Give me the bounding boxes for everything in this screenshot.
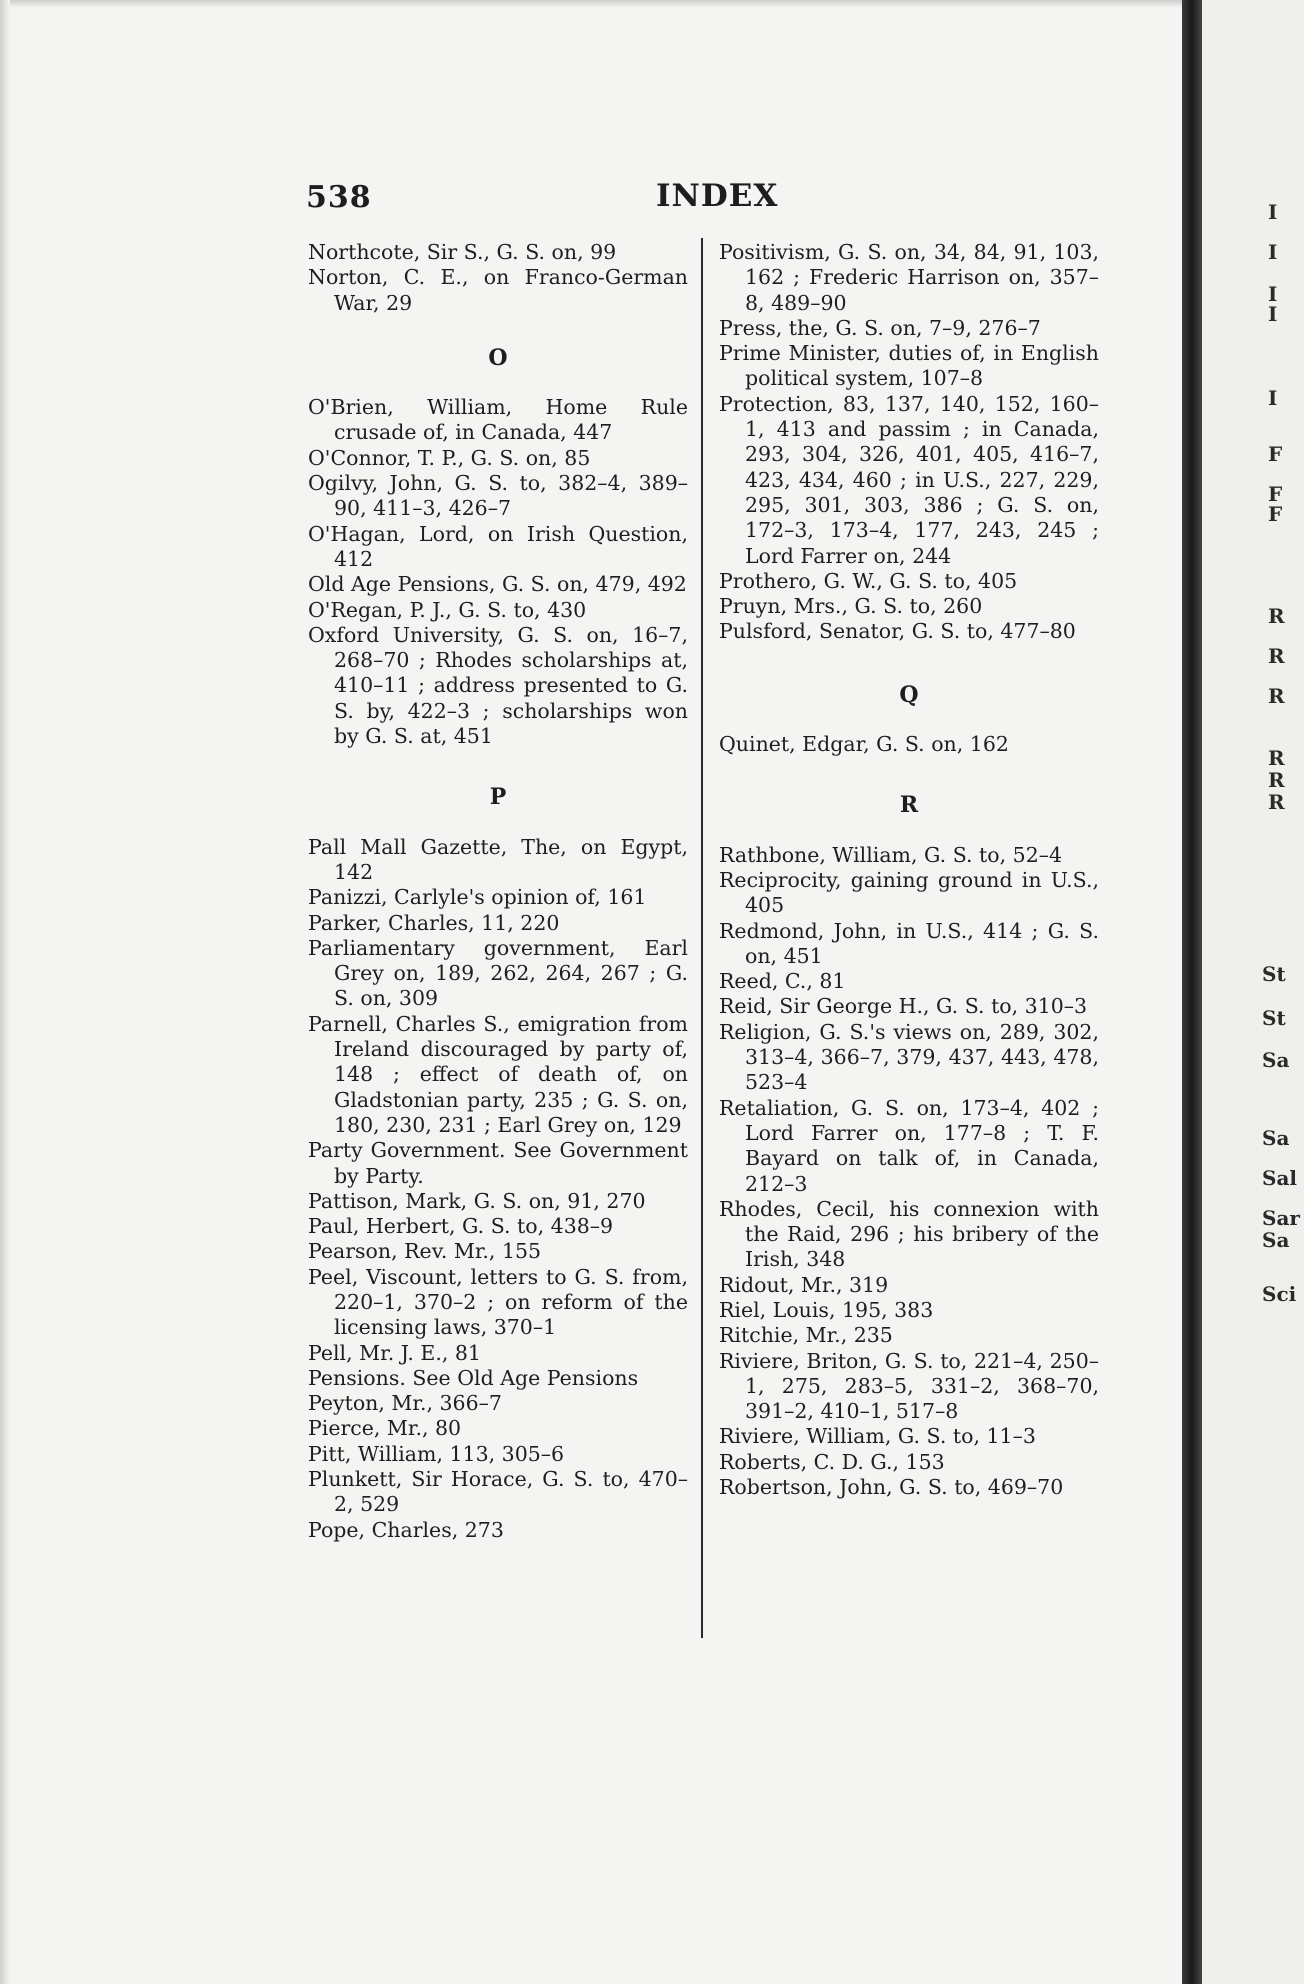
index-entry: Pensions. See Old Age Pensions — [308, 1365, 639, 1390]
page-number: 538 — [306, 180, 372, 215]
book-gutter — [1182, 0, 1202, 1984]
page-edge — [0, 0, 10, 1984]
index-entry: Parker, Charles, 11, 220 — [308, 910, 560, 935]
facing-page-fragment: R — [1268, 684, 1285, 708]
index-entry: Pierce, Mr., 80 — [308, 1416, 462, 1441]
index-entry: Pitt, William, 113, 305–6 — [308, 1441, 565, 1466]
facing-page-fragment: Sar — [1262, 1206, 1300, 1230]
index-entry: Riel, Louis, 195, 383 — [719, 1297, 934, 1322]
facing-page-fragment: Sci — [1262, 1282, 1297, 1306]
index-entry: Ridout, Mr., 319 — [719, 1272, 889, 1297]
facing-page-fragment: Sa — [1262, 1048, 1290, 1072]
index-entry: Positivism, G. S. on, 34, 84, 91, 103, 162 ; Frederic Harrison on, 357–8, 489–90 — [719, 240, 1099, 315]
index-entry: Pope, Charles, 273 — [308, 1517, 504, 1542]
facing-page-fragment: F — [1268, 502, 1283, 526]
facing-page-fragment: F — [1268, 442, 1283, 466]
facing-page-fragment: St — [1262, 962, 1286, 986]
index-entry: Pall Mall Gazette, The, on Egypt, 142 — [308, 834, 688, 884]
index-entry: Prime Minister, duties of, in English political system, 107–8 — [719, 341, 1099, 391]
index-entry: Pell, Mr. J. E., 81 — [308, 1340, 481, 1365]
index-entry: Press, the, G. S. on, 7–9, 276–7 — [719, 315, 1041, 340]
index-entry: Pearson, Rev. Mr., 155 — [308, 1239, 542, 1264]
index-entry: Ogilvy, John, G. S. to, 382–4, 389–90, 411–3, 426–7 — [308, 471, 688, 521]
facing-page-fragment: I — [1268, 282, 1278, 306]
index-entry: Peel, Viscount, letters to G. S. from, 220–1, 370–2 ; on reform of the licensing laws, 370–1 — [308, 1264, 688, 1340]
index-entry: Pattison, Mark, G. S. on, 91, 270 — [308, 1188, 646, 1213]
index-entry: Ritchie, Mr., 235 — [719, 1323, 893, 1348]
index-entry: O'Hagan, Lord, on Irish Question, 412 — [308, 521, 688, 571]
running-head: INDEX — [656, 178, 779, 214]
index-entry: O'Regan, P. J., G. S. to, 430 — [308, 597, 587, 622]
section-letter: R — [899, 792, 919, 819]
facing-page-fragment: R — [1268, 746, 1285, 770]
index-entry: Reed, C., 81 — [719, 969, 846, 994]
index-entry: Robertson, John, G. S. to, 469–70 — [719, 1475, 1064, 1500]
index-entry: Prothero, G. W., G. S. to, 405 — [719, 568, 1018, 593]
index-entry: Riviere, William, G. S. to, 11–3 — [719, 1424, 1036, 1449]
index-column-right — [719, 240, 1099, 1500]
index-entry: Rhodes, Cecil, his connexion with the Raid, 296 ; his bribery of the Irish, 348 — [719, 1196, 1099, 1272]
index-entry: Reciprocity, gaining ground in U.S., 405 — [719, 867, 1099, 918]
index-entry: Northcote, Sir S., G. S. on, 99 — [308, 240, 617, 264]
index-entry: Retaliation, G. S. on, 173–4, 402 ; Lord Farrer on, 177–8 ; T. F. Bayard on talk of, in Canada, 212–3 — [719, 1095, 1099, 1196]
facing-page-fragment: R — [1268, 790, 1285, 814]
index-entry: O'Brien, William, Home Rule crusade of, in Canada, 447 — [308, 395, 688, 445]
index-entry: Oxford University, G. S. on, 16–7, 268–70 ; Rhodes scholarships at, 410–11 ; address presented to G. S. by, 422–3 ; scholarships won by G. S. at, 451 — [308, 622, 688, 749]
index-entry: Peyton, Mr., 366–7 — [308, 1391, 502, 1416]
facing-page-fragment: R — [1268, 604, 1285, 628]
index-entry: Reid, Sir George H., G. S. to, 310–3 — [719, 994, 1088, 1019]
page-top-shadow — [0, 0, 1193, 8]
facing-page-fragment: F — [1268, 482, 1283, 506]
index-entry: Protection, 83, 137, 140, 152, 160–1, 413 and passim ; in Canada, 293, 304, 326, 401, 405, 416–7, 423, 434, 460 ; in U.S., 227, 229, 295, 301, 303, 386 ; G. S. on, 172–3, 173–4, 177, 243, 245 ; Lord Farrer on, 244 — [719, 391, 1099, 568]
facing-page-fragment: Sal — [1262, 1166, 1297, 1190]
index-entry: Old Age Pensions, G. S. on, 479, 492 — [308, 572, 687, 597]
facing-page-fragment: St — [1262, 1006, 1286, 1030]
index-entry: Quinet, Edgar, G. S. on, 162 — [719, 732, 1009, 757]
facing-page-edge — [1202, 0, 1304, 1984]
facing-page-fragment: I — [1268, 240, 1278, 264]
index-entry: Redmond, John, in U.S., 414 ; G. S. on, 451 — [719, 918, 1099, 968]
section-letter: O — [488, 344, 508, 371]
index-entry: Panizzi, Carlyle's opinion of, 161 — [308, 885, 647, 910]
facing-page-fragment: I — [1268, 302, 1278, 326]
index-entry: Plunkett, Sir Horace, G. S. to, 470–2, 529 — [308, 1467, 688, 1517]
facing-page-fragment: Sa — [1262, 1126, 1290, 1150]
index-entry: Pulsford, Senator, G. S. to, 477–80 — [719, 619, 1076, 644]
index-entry: Religion, G. S.'s views on, 289, 302, 313–4, 366–7, 379, 437, 443, 478, 523–4 — [719, 1019, 1099, 1095]
index-entry: O'Connor, T. P., G. S. on, 85 — [308, 445, 591, 470]
index-entry: Norton, C. E., on Franco-German War, 29 — [308, 265, 688, 315]
facing-page-fragment: I — [1268, 200, 1278, 224]
index-entry: Pruyn, Mrs., G. S. to, 260 — [719, 594, 983, 619]
index-entry: Parnell, Charles S., emigration from Ireland discouraged by party of, 148 ; effect of death of, on Gladstonian party, 235 ; G. S. on, 180, 230, 231 ; Earl Grey on, 129 — [308, 1011, 688, 1137]
index-entry: Roberts, C. D. G., 153 — [719, 1449, 945, 1474]
index-column-left — [308, 240, 688, 1543]
section-letter: Q — [899, 681, 919, 708]
facing-page-fragment: R — [1268, 644, 1285, 668]
column-divider — [701, 238, 703, 1638]
index-entry: Paul, Herbert, G. S. to, 438–9 — [308, 1214, 614, 1239]
index-entry: Riviere, Briton, G. S. to, 221–4, 250–1, 275, 283–5, 331–2, 368–70, 391–2, 410–1, 517–8 — [719, 1348, 1099, 1424]
index-entry: Parliamentary government, Earl Grey on, 189, 262, 264, 267 ; G. S. on, 309 — [308, 935, 688, 1011]
facing-page-fragment: I — [1268, 386, 1278, 410]
facing-page-fragment: R — [1268, 768, 1285, 792]
index-entry: Party Government. See Government by Party. — [308, 1138, 688, 1188]
section-letter: P — [489, 784, 507, 811]
facing-page-fragment: Sa — [1262, 1228, 1290, 1252]
index-entry: Rathbone, William, G. S. to, 52–4 — [719, 842, 1063, 867]
